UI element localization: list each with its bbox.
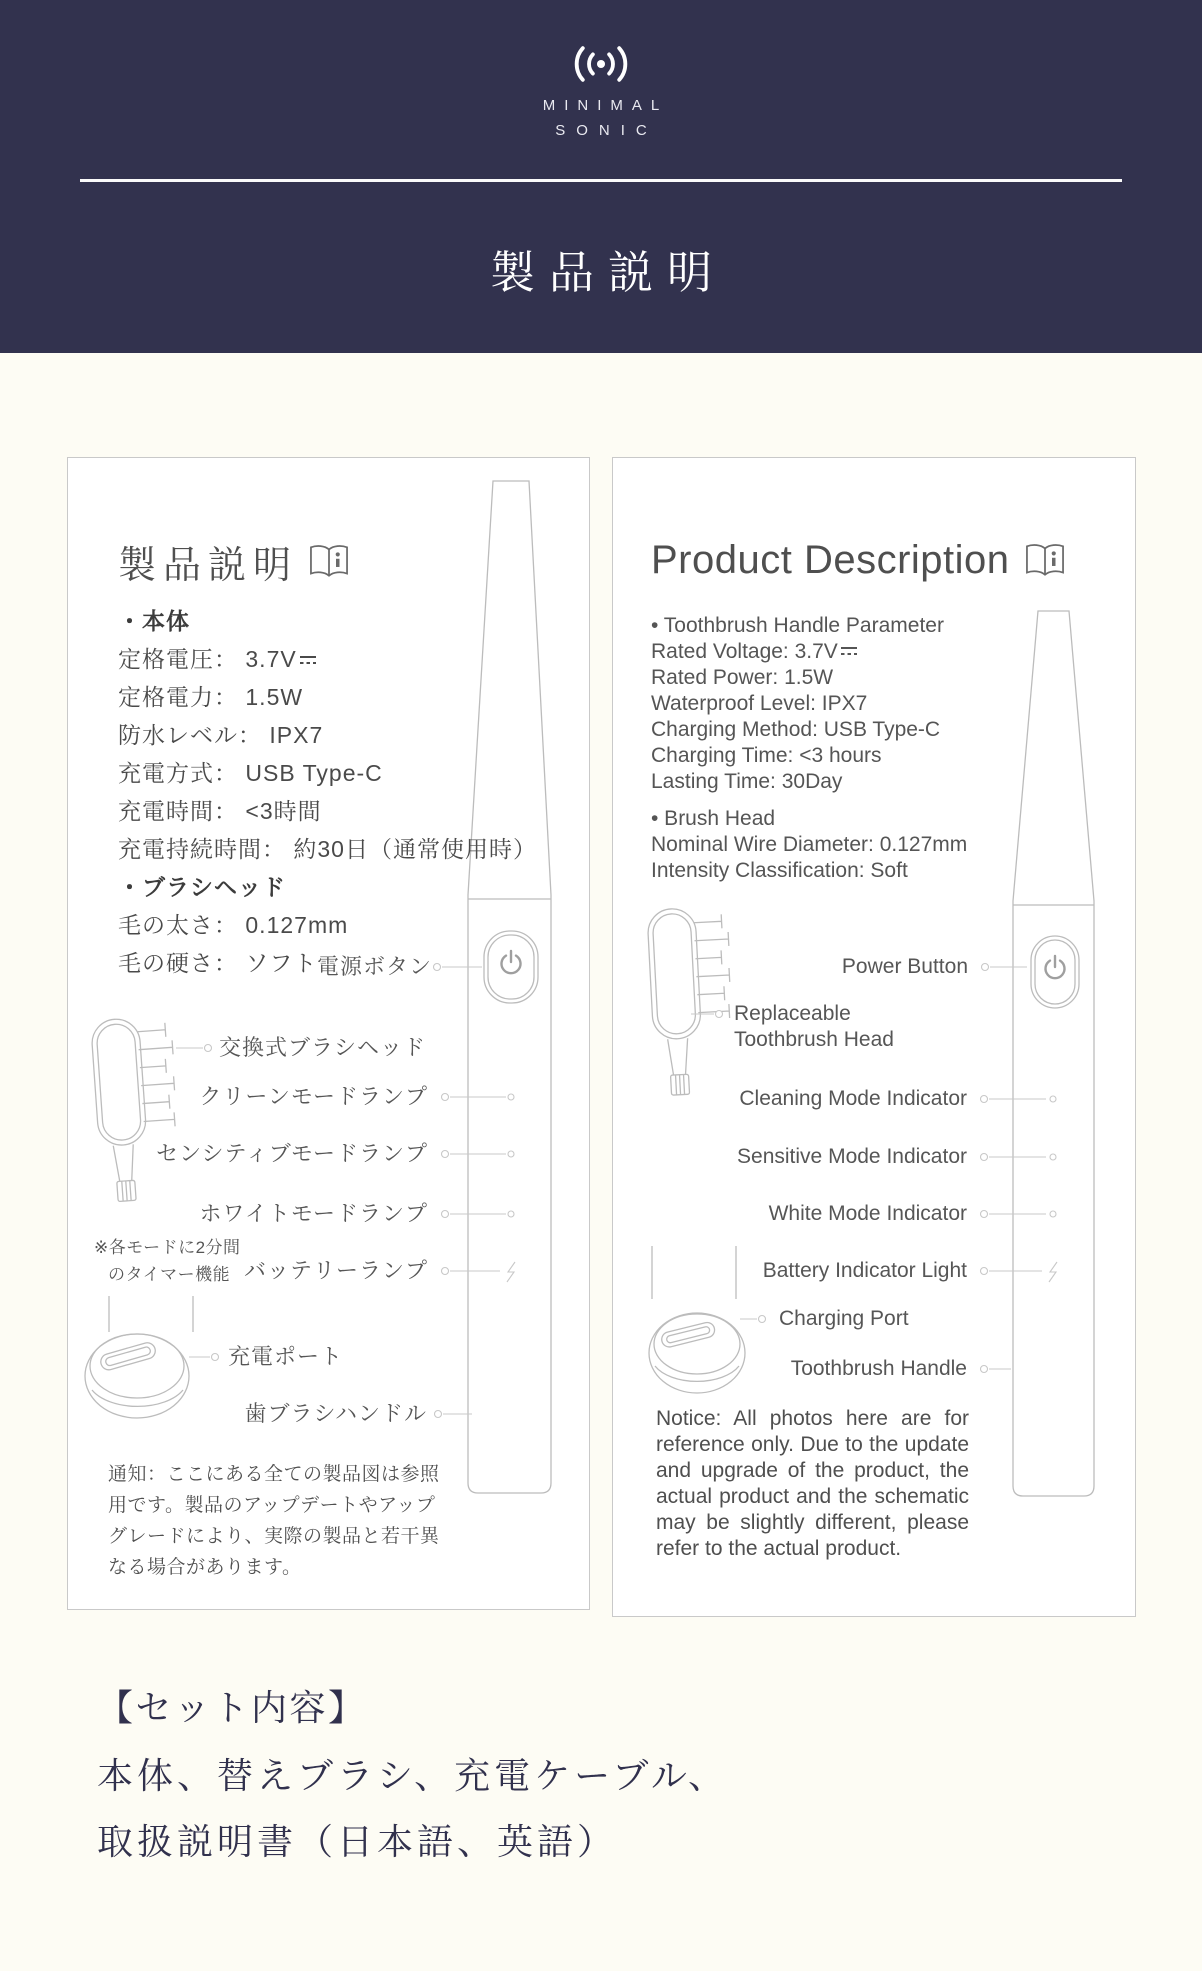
timer-note-line1: ※各モードに2分間 — [94, 1238, 241, 1257]
spec-line: Rated Power: 1.5W — [651, 666, 834, 689]
label-cleaning-mode-ja: クリーンモードランプ — [199, 1084, 428, 1109]
notice-ja: 通知：ここにある全ての製品図は参照用です。製品のアップデートやアップグレードにより、実際の製品と若干異なる場合があります。 — [108, 1464, 440, 1578]
brand-name-line1: MINIMAL — [542, 97, 669, 114]
manual-book-icon — [1024, 543, 1066, 578]
header — [0, 0, 1202, 353]
spec-list-ja — [118, 602, 537, 982]
header-divider — [80, 179, 1122, 182]
spec-line: ・ブラシヘッド — [118, 874, 286, 900]
mode-indicator-dots — [507, 1094, 515, 1282]
timer-note — [94, 1234, 241, 1288]
battery-lightning-icon — [1049, 1262, 1057, 1282]
spec-line: Lasting Time: 30Day — [651, 770, 843, 793]
label-charging-port-ja: 充電ポート — [228, 1344, 344, 1369]
spec-line: • Toothbrush Handle Parameter — [651, 614, 944, 637]
page-title: 製品説明 — [489, 247, 726, 298]
label-handle-en: Toothbrush Handle — [790, 1357, 967, 1380]
spec-line: 防水レベル： IPX7 — [118, 722, 324, 748]
label-replaceable-head-line1: Replaceable — [734, 1002, 851, 1025]
notice-en: Notice: All photos here are for reference only. Due to the update and upgrade of the product, the actual product and the schematic may be slightly different, please refer to the actual product. — [656, 1407, 969, 1560]
manual-book-icon — [308, 544, 350, 579]
panel-title-ja — [118, 534, 350, 589]
spec-line: Rated Voltage: 3.7V — [651, 639, 967, 665]
spec-line: 定格電圧： 3.7V — [118, 640, 537, 678]
spec-line: Intensity Classification: Soft — [651, 859, 908, 882]
brand-name-line2: SONIC — [555, 122, 658, 139]
spec-line: Charging Method: USB Type-C — [651, 718, 941, 741]
label-replaceable-head-ja: 交換式ブラシヘッド — [219, 1035, 427, 1060]
label-cleaning-mode-en: Cleaning Mode Indicator — [739, 1087, 967, 1110]
type-c-slot — [99, 1341, 157, 1372]
battery-lightning-icon — [507, 1262, 515, 1282]
label-replaceable-head-line2: Toothbrush Head — [734, 1028, 894, 1051]
brush-head-drawing — [91, 1015, 184, 1202]
brush-head-drawing — [647, 906, 737, 1096]
charging-cap-drawing — [85, 1296, 193, 1418]
label-battery-en: Battery Indicator Light — [762, 1259, 967, 1282]
spec-line: 充電持続時間： 約30日（通常使用時） — [118, 836, 537, 862]
spec-line: • Brush Head — [651, 807, 776, 830]
spec-line: Charging Time: <3 hours — [651, 744, 882, 767]
label-white-mode-ja: ホワイトモードランプ — [199, 1201, 428, 1226]
set-contents-manual: 取扱説明書（日本語、英語） — [97, 1821, 618, 1862]
spec-line: 毛の硬さ： ソフト — [118, 950, 318, 976]
sonic-wave-logo-icon — [570, 41, 632, 87]
spec-line: 定格電力： 1.5W — [118, 684, 304, 710]
label-sensitive-mode-en: Sensitive Mode Indicator — [737, 1145, 967, 1168]
spec-list-en — [651, 613, 967, 884]
power-button-drawing — [1031, 936, 1079, 1008]
label-sensitive-mode-ja: センシティブモードランプ — [156, 1141, 428, 1166]
type-c-slot — [660, 1321, 716, 1349]
label-power-button-ja: 電源ボタン — [316, 954, 432, 979]
label-white-mode-en: White Mode Indicator — [768, 1202, 967, 1225]
panel-title-en — [651, 538, 1066, 583]
mode-indicator-dots — [1049, 1096, 1057, 1282]
spec-line: ・本体 — [118, 608, 190, 634]
english-panel — [612, 457, 1136, 1617]
label-replaceable-head-en — [734, 1001, 894, 1053]
set-contents-items: 本体、替えブラシ、充電ケーブル、 — [97, 1755, 729, 1796]
spec-line: 毛の太さ： 0.127mm — [118, 912, 349, 938]
timer-note-line2: のタイマー機能 — [108, 1265, 231, 1284]
spec-line: Waterproof Level: IPX7 — [651, 692, 868, 715]
panel-title-en-text: Product Description — [651, 538, 1010, 582]
spec-line: 充電時間： <3時間 — [118, 798, 322, 824]
label-battery-ja: バッテリーランプ — [243, 1258, 428, 1283]
panel-title-ja-text: 製品説明 — [118, 545, 299, 587]
charging-cap-drawing — [649, 1246, 745, 1393]
label-handle-ja: 歯ブラシハンドル — [244, 1401, 427, 1426]
spec-line: Nominal Wire Diameter: 0.127mm — [651, 833, 968, 856]
spec-line: 充電方式： USB Type-C — [118, 760, 383, 786]
set-contents-heading: 【セット内容】 — [97, 1687, 367, 1728]
label-power-button-en: Power Button — [841, 955, 968, 978]
label-charging-port-en: Charging Port — [779, 1307, 909, 1330]
toothbrush-body-outline — [1013, 611, 1094, 1496]
japanese-panel — [67, 457, 590, 1610]
